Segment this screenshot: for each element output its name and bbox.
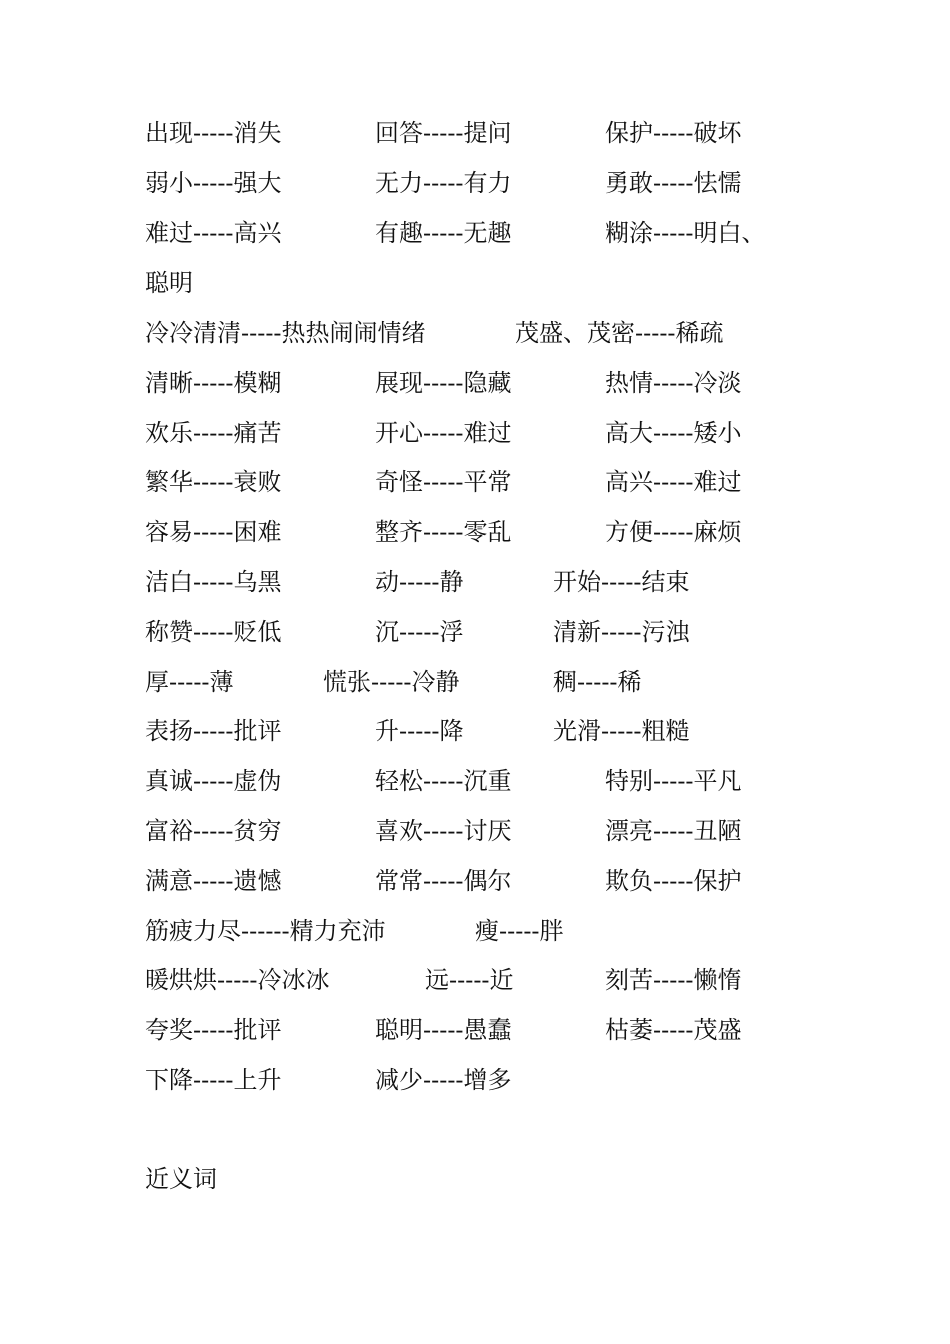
antonym-pair: 称赞-----贬低 (145, 618, 282, 646)
antonym-pair: 下降-----上升 (145, 1066, 282, 1094)
antonym-pair: 喜欢-----讨厌 (375, 817, 512, 845)
antonym-line (145, 562, 690, 602)
antonym-pair: 热情-----冷淡 (605, 369, 742, 397)
antonym-pair: 减少-----增多 (375, 1066, 512, 1094)
antonym-line (145, 113, 742, 153)
antonym-pair: 难过-----高兴 (145, 219, 282, 247)
antonym-line (145, 313, 724, 353)
antonym-pair: 整齐-----零乱 (375, 518, 512, 546)
antonym-pair: 远-----近 (425, 966, 514, 994)
antonym-pair: 表扬-----批评 (145, 717, 282, 745)
antonym-pair: 升-----降 (375, 717, 464, 745)
antonym-pair: 枯萎-----茂盛 (605, 1016, 742, 1044)
antonym-pair: 开心-----难过 (375, 419, 512, 447)
antonym-pair: 欢乐-----痛苦 (145, 419, 282, 447)
antonym-pair: 聪明 (145, 269, 193, 297)
antonym-pair: 稠-----稀 (553, 668, 642, 696)
antonym-line (145, 1060, 512, 1100)
antonym-pair: 开始-----结束 (553, 568, 690, 596)
antonym-line (145, 911, 564, 951)
antonym-pair: 展现-----隐藏 (375, 369, 512, 397)
antonym-pair: 有趣-----无趣 (375, 219, 512, 247)
antonym-pair: 筋疲力尽------精力充沛 (145, 917, 386, 945)
antonym-line (145, 711, 690, 751)
antonym-pair: 回答-----提问 (375, 119, 512, 147)
antonym-pair: 方便-----麻烦 (605, 518, 742, 546)
antonym-pair: 动-----静 (375, 568, 464, 596)
antonym-pair: 茂盛、茂密-----稀疏 (515, 319, 724, 347)
antonym-pair: 保护-----破坏 (605, 119, 742, 147)
antonym-pair: 无力-----有力 (375, 169, 512, 197)
antonym-pair: 容易-----困难 (145, 518, 282, 546)
antonym-pair: 特别-----平凡 (605, 767, 742, 795)
antonym-pair: 光滑-----粗糙 (553, 717, 690, 745)
antonym-line (145, 612, 690, 652)
antonym-pair: 满意-----遗憾 (145, 867, 282, 895)
antonym-pair: 富裕-----贫穷 (145, 817, 282, 845)
antonym-pair: 清晰-----模糊 (145, 369, 282, 397)
section-heading-synonyms: 近义词 (145, 1165, 217, 1193)
antonym-line (145, 662, 642, 702)
antonym-line (145, 811, 742, 851)
antonym-pair: 漂亮-----丑陋 (605, 817, 742, 845)
antonym-line (145, 462, 742, 502)
antonym-line (145, 413, 742, 453)
antonym-pair: 冷冷清清-----热热闹闹情绪 (145, 319, 426, 347)
antonym-pair: 沉-----浮 (375, 618, 464, 646)
antonym-pair: 真诚-----虚伪 (145, 767, 282, 795)
antonym-line (145, 960, 742, 1000)
antonym-line (145, 861, 742, 901)
antonym-pair: 繁华-----衰败 (145, 468, 282, 496)
antonym-line (145, 1010, 742, 1050)
antonym-pair: 暖烘烘-----冷冰冰 (145, 966, 330, 994)
antonym-line (145, 163, 742, 203)
antonym-pair: 高大-----矮小 (605, 419, 742, 447)
antonym-pair: 欺负-----保护 (605, 867, 742, 895)
antonym-pair: 清新-----污浊 (553, 618, 690, 646)
antonym-pair: 糊涂-----明白、 (605, 219, 766, 247)
antonym-line (145, 363, 742, 403)
antonym-pair: 厚-----薄 (145, 668, 234, 696)
antonym-pair: 慌张-----冷静 (323, 668, 460, 696)
antonym-pair: 夸奖-----批评 (145, 1016, 282, 1044)
antonym-line (145, 213, 766, 253)
antonym-pair: 勇敢-----怯懦 (605, 169, 742, 197)
antonym-pair: 高兴-----难过 (605, 468, 742, 496)
antonym-pair: 常常-----偶尔 (375, 867, 512, 895)
antonym-pair: 奇怪-----平常 (375, 468, 512, 496)
antonym-pair: 瘦-----胖 (475, 917, 564, 945)
antonym-pair: 刻苦-----懒惰 (605, 966, 742, 994)
antonym-line (145, 761, 742, 801)
antonym-pair: 聪明-----愚蠢 (375, 1016, 512, 1044)
antonym-pair: 轻松-----沉重 (375, 767, 512, 795)
antonym-pair: 洁白-----乌黑 (145, 568, 282, 596)
antonym-pair: 弱小-----强大 (145, 169, 282, 197)
antonym-line (145, 512, 742, 552)
antonym-line (145, 263, 193, 303)
antonym-pair: 出现-----消失 (145, 119, 282, 147)
